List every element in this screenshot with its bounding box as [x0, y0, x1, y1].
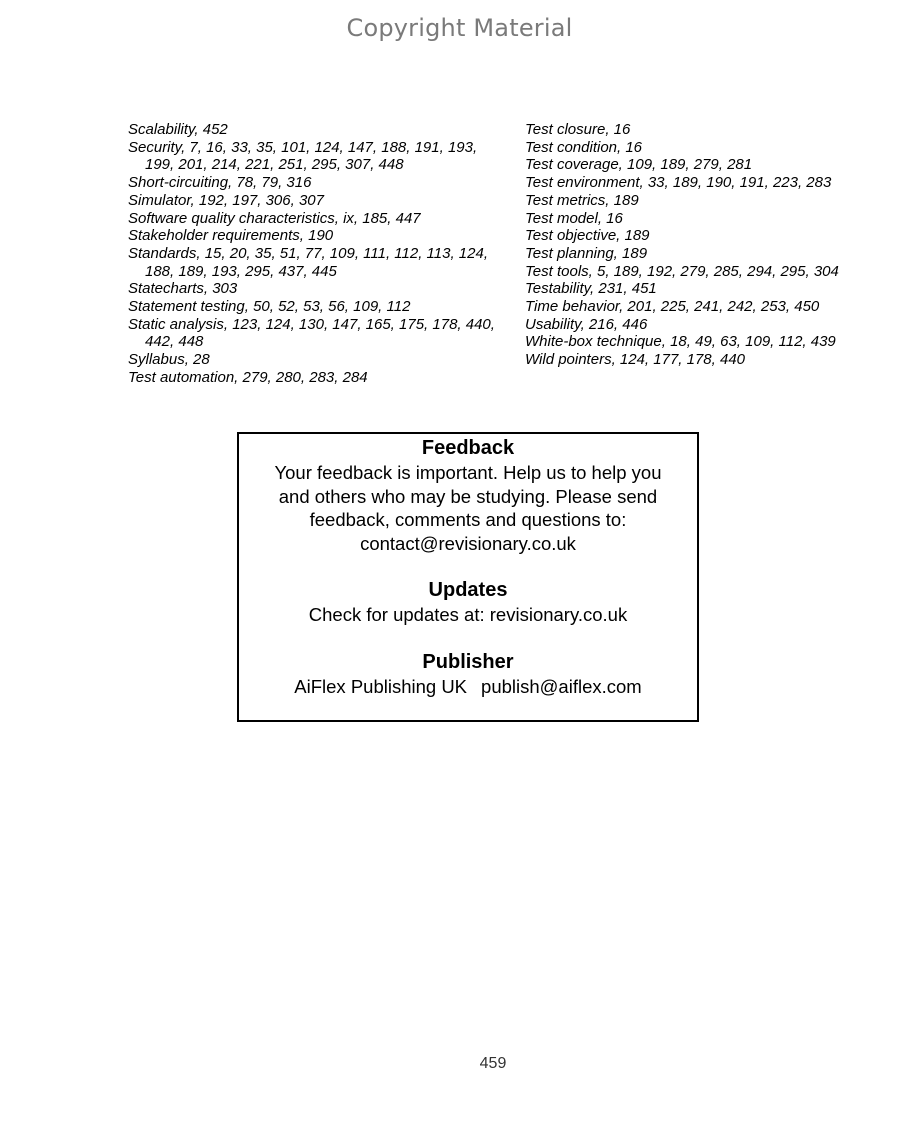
index-entry: Stakeholder requirements, 190 [128, 227, 334, 245]
index-entry: Standards, 15, 20, 35, 51, 77, 109, 111, 112, 113, 124, 188, 189, 193, 295, 437, 445 [128, 244, 488, 280]
index-entry: Test objective, 189 [525, 227, 650, 245]
page-number: 459 [479, 1055, 507, 1072]
index-entry: Testability, 231, 451 [525, 280, 657, 298]
publisher-heading: Publisher [422, 650, 514, 673]
feedback-text: Your feedback is important. Help us to help you and others who may be studying. Please send feedback, comments and questions to: [274, 462, 662, 530]
index-entry: Software quality characteristics, ix, 185, 447 [128, 209, 421, 227]
index-entry: Statement testing, 50, 52, 53, 56, 109, 112 [128, 298, 411, 316]
index-entry: Security, 7, 16, 33, 35, 101, 124, 147, 188, 191, 193, 199, 201, 214, 221, 251, 295, 307, 448 [128, 138, 478, 174]
index-column-left [128, 121, 508, 387]
feedback-email: contact@revisionary.co.uk [360, 532, 576, 554]
updates-text: Check for updates at: revisionary.co.uk [308, 604, 628, 625]
feedback-box [237, 432, 699, 722]
index-entry: Test model, 16 [525, 209, 623, 227]
publisher-section [239, 649, 697, 699]
index-entry: Test automation, 279, 280, 283, 284 [128, 368, 368, 386]
updates-heading: Updates [428, 579, 508, 601]
index-entry: Usability, 216, 446 [525, 315, 648, 333]
index-entry: Test planning, 189 [525, 244, 648, 262]
copyright-watermark: Copyright Material [346, 14, 573, 42]
index-entry: Test coverage, 109, 189, 279, 281 [525, 156, 753, 174]
index-entry: Test condition, 16 [525, 138, 643, 156]
publisher-line [239, 675, 697, 699]
index-entry: White-box technique, 18, 49, 63, 109, 112, 439 [525, 333, 836, 351]
index-entry: Test closure, 16 [525, 121, 631, 138]
feedback-section [239, 435, 697, 555]
index-entry: Statecharts, 303 [128, 280, 238, 298]
publisher-name: AiFlex Publishing UK [294, 675, 468, 697]
feedback-heading: Feedback [421, 437, 515, 459]
index-entry: Wild pointers, 124, 177, 178, 440 [525, 351, 746, 369]
index-entry: Static analysis, 123, 124, 130, 147, 165, 175, 178, 440, 442, 448 [128, 315, 495, 351]
index-entry: Syllabus, 28 [128, 351, 210, 369]
index-entry: Test metrics, 189 [525, 191, 639, 209]
updates-section [239, 577, 697, 627]
index-entry: Simulator, 192, 197, 306, 307 [128, 191, 324, 209]
index-column-right [525, 121, 905, 369]
publisher-email: publish@aiflex.com [481, 675, 642, 697]
index-entry: Time behavior, 201, 225, 241, 242, 253, 450 [525, 298, 820, 316]
index-entry: Test environment, 33, 189, 190, 191, 223, 283 [525, 174, 832, 192]
index-entry: Short-circuiting, 78, 79, 316 [128, 174, 312, 192]
index-entry: Test tools, 5, 189, 192, 279, 285, 294, 295, 304 [525, 262, 839, 280]
index-entry: Scalability, 452 [128, 121, 228, 138]
